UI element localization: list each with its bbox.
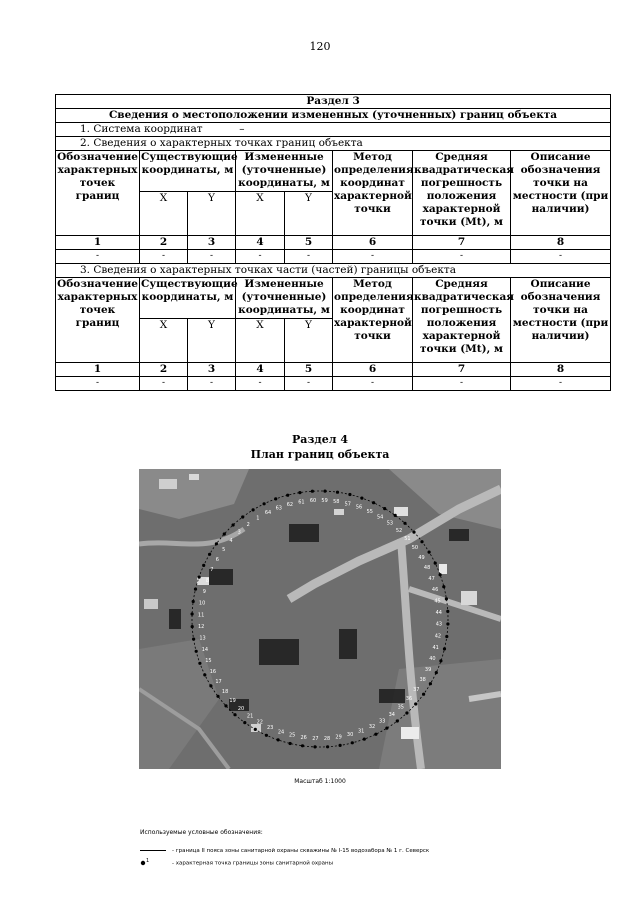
boundary-point-label: 45	[434, 598, 441, 605]
boundary-point	[385, 727, 388, 730]
boundary-point	[445, 597, 448, 600]
header-existing-coords: Существующие координаты, м	[140, 278, 236, 319]
header-x: X	[236, 319, 285, 363]
boundary-point	[232, 523, 235, 526]
legend-line-text: - граница II пояса зоны санитарной охраны скважины № I-15 водозабора № 1 г. Северск	[172, 848, 430, 854]
header-description: Описание обозначения точки на местности (при наличии)	[511, 278, 611, 363]
header-error: Средняя квадратическая погрешность положения характерной точки (Mt), м	[413, 278, 511, 363]
boundary-point-label: 20	[237, 706, 245, 712]
empty-cell: -	[236, 377, 285, 391]
boundary-point	[434, 562, 437, 565]
empty-cell: -	[236, 250, 285, 264]
empty-cell: -	[333, 250, 413, 264]
boundary-point	[428, 551, 431, 554]
boundary-point	[412, 531, 415, 534]
boundary-point	[233, 713, 236, 716]
boundary-point-label: 9	[202, 589, 206, 596]
header-point-designation: Обозначение характерных точек границ	[56, 278, 140, 363]
boundary-point-label: 54	[377, 514, 384, 521]
boundary-point	[372, 501, 375, 504]
boundary-point	[208, 553, 211, 556]
boundary-point	[254, 728, 257, 731]
boundary-point	[414, 702, 417, 705]
boundary-point-label: 53	[386, 520, 394, 527]
col-number: 4	[236, 236, 285, 250]
boundary-point-label: 61	[298, 499, 305, 506]
header-changed-coords: Измененные (уточненные) координаты, м	[236, 278, 333, 319]
boundary-point-label: 51	[404, 536, 411, 543]
boundary-point	[336, 491, 339, 494]
section4-title: Раздел 4	[292, 433, 348, 446]
legend-point-text: - характерная точка границы зоны санитарной охраны	[172, 860, 333, 867]
legend-title: Используемые условные обозначения:	[140, 829, 263, 836]
boundary-point	[383, 507, 386, 510]
boundary-point-label: 47	[428, 575, 435, 582]
boundary-point	[274, 497, 277, 500]
boundary-point	[403, 522, 406, 525]
empty-cell: -	[188, 377, 236, 391]
map-scale: Масштаб 1:1000	[294, 778, 346, 785]
header-point-designation: Обозначение характерных точек границ	[56, 151, 140, 236]
boundary-point	[195, 650, 198, 653]
svg-text:1: 1	[146, 858, 150, 864]
boundary-point	[439, 659, 442, 662]
boundary-point-label: 46	[431, 586, 439, 593]
header-x: X	[140, 192, 188, 236]
boundary-point	[263, 502, 266, 505]
boundary-point-label: 2	[246, 522, 250, 529]
section3-subtitle: Сведения о местоположении измененных (уточненных) границ объекта	[56, 109, 611, 123]
boundary-point-label: 34	[388, 711, 395, 718]
boundary-point-label: 13	[199, 635, 206, 642]
boundary-point-label: 31	[358, 728, 365, 735]
boundary-point-label: 8	[206, 578, 210, 584]
header-method: Метод определения координат характерной точки	[333, 151, 413, 236]
boundary-point	[192, 600, 195, 603]
empty-cell: -	[285, 377, 333, 391]
boundary-point	[446, 622, 449, 625]
boundary-point-label: 56	[355, 504, 363, 511]
boundary-point-label: 18	[221, 688, 229, 695]
boundary-point-label: 29	[335, 734, 342, 741]
header-y: Y	[285, 319, 333, 363]
empty-cell: -	[511, 377, 611, 391]
boundary-point	[203, 673, 206, 676]
col-number: 4	[236, 363, 285, 377]
boundary-point	[420, 540, 423, 543]
boundary-point	[445, 635, 448, 638]
header-existing-coords: Существующие координаты, м	[140, 151, 236, 192]
boundary-point-label: 60	[309, 498, 317, 505]
boundary-point-label: 5	[222, 547, 226, 554]
boundary-point-label: 58	[333, 499, 340, 506]
header-y: Y	[188, 192, 236, 236]
boundary-point-label: 21	[246, 713, 254, 720]
boundary-point	[198, 662, 201, 665]
boundary-point-label: 26	[300, 734, 307, 741]
header-y: Y	[188, 319, 236, 363]
boundary-point-label: 3	[237, 529, 241, 536]
header-error: Средняя квадратическая погрешность положения характерной точки (Mt), м	[413, 151, 511, 236]
boundary-point	[289, 742, 292, 745]
boundary-point	[241, 515, 244, 518]
empty-cell: -	[285, 250, 333, 264]
boundary-point-label: 59	[321, 498, 328, 505]
empty-cell: -	[56, 250, 140, 264]
legend-line-symbol	[140, 850, 166, 851]
boundary-point	[243, 721, 246, 724]
boundary-point	[351, 741, 354, 744]
header-method: Метод определения координат характерной точки	[333, 278, 413, 363]
boundary-point	[429, 682, 432, 685]
boundary-point-label: 33	[379, 718, 386, 725]
header-y: Y	[285, 192, 333, 236]
boundary-point	[202, 564, 205, 567]
map-canvas	[139, 469, 501, 769]
empty-cell: -	[413, 377, 511, 391]
boundary-point	[360, 497, 363, 500]
coord-system-label: 1. Система координат	[80, 123, 203, 135]
empty-cell: -	[188, 250, 236, 264]
boundary-point-label: 32	[368, 724, 376, 731]
boundary-point	[374, 733, 377, 736]
boundary-point-label: 48	[423, 565, 431, 571]
col-number: 2	[140, 363, 188, 377]
empty-cell: -	[413, 250, 511, 264]
boundary-point-label: 10	[198, 600, 206, 607]
boundary-point	[422, 693, 425, 696]
col-number: 6	[333, 236, 413, 250]
col-number: 3	[188, 363, 236, 377]
boundary-point-label: 55	[366, 508, 373, 515]
boundary-point	[298, 491, 301, 494]
boundary-point	[435, 671, 438, 674]
boundary-point	[348, 493, 351, 496]
legend-point-symbol	[140, 857, 166, 869]
boundary-point-label: 39	[424, 666, 432, 673]
col-number: 1	[56, 236, 140, 250]
boundary-point-label: 28	[323, 735, 331, 742]
header-x: X	[140, 319, 188, 363]
boundary-point-label: 40	[429, 656, 436, 662]
boundary-point-label: 43	[435, 621, 443, 628]
boundary-point-label: 38	[419, 677, 426, 684]
empty-cell: -	[140, 377, 188, 391]
boundary-point	[194, 588, 197, 591]
boundary-point-label: 44	[435, 610, 442, 616]
boundary-point-label: 63	[275, 505, 282, 512]
boundary-point-label: 37	[413, 686, 420, 693]
col-number: 7	[413, 363, 511, 377]
boundary-point-label: 25	[289, 732, 296, 739]
section4-heading	[0, 432, 640, 462]
empty-cell: -	[140, 250, 188, 264]
col-number: 8	[511, 363, 611, 377]
boundary-point-label: 19	[229, 697, 236, 704]
legend-point-row	[140, 857, 333, 869]
boundary-point-label: 6	[215, 556, 219, 563]
empty-cell: -	[333, 377, 413, 391]
part3-title: 3. Сведения о характерных точках части (частей) границы объекта	[56, 264, 611, 278]
coord-system-value: –	[239, 123, 245, 135]
boundary-point	[301, 744, 304, 747]
page-number: 120	[309, 40, 331, 53]
boundary-point-label: 62	[286, 501, 294, 508]
section4-subtitle: План границ объекта	[250, 448, 390, 461]
boundary-point	[209, 684, 212, 687]
boundary-point-label: 27	[312, 735, 319, 742]
col-number: 3	[188, 236, 236, 250]
boundary-point	[265, 734, 268, 737]
boundary-point	[215, 542, 218, 545]
boundary-point-label: 1	[256, 515, 260, 522]
boundary-point	[394, 514, 397, 517]
part2-title: 2. Сведения о характерных точках границ объекта	[56, 137, 611, 151]
boundary-point-label: 49	[418, 554, 425, 561]
boundary-point	[192, 638, 195, 641]
boundary-point	[191, 625, 194, 628]
section3-table	[55, 94, 611, 391]
empty-cell: -	[56, 377, 140, 391]
boundary-point-label: 30	[346, 732, 354, 739]
boundary-point	[191, 612, 194, 615]
boundary-point-label: 12	[198, 624, 205, 630]
boundary-point	[442, 585, 445, 588]
boundary-point	[224, 704, 227, 707]
boundary-point-label: 42	[434, 633, 442, 640]
boundary-point	[223, 532, 226, 535]
boundary-plan-map	[139, 469, 501, 769]
boundary-point-label: 41	[432, 644, 439, 651]
boundary-point-label: 36	[405, 696, 413, 702]
section3-title: Раздел 3	[56, 95, 611, 109]
boundary-point-label: 7	[210, 567, 214, 574]
boundary-point	[443, 647, 446, 650]
boundary-point	[326, 745, 329, 748]
col-number: 1	[56, 363, 140, 377]
col-number: 8	[511, 236, 611, 250]
boundary-point	[216, 695, 219, 698]
boundary-point	[339, 744, 342, 747]
boundary-point-label: 24	[277, 729, 285, 736]
boundary-point-label: 16	[209, 669, 217, 675]
boundary-point	[363, 738, 366, 741]
boundary-point-label: 4	[229, 538, 233, 544]
boundary-point-label: 57	[344, 501, 351, 508]
col-number: 5	[285, 363, 333, 377]
header-x: X	[236, 192, 285, 236]
empty-cell: -	[511, 250, 611, 264]
boundary-point	[439, 573, 442, 576]
boundary-point-label: 22	[256, 719, 263, 726]
boundary-point-label: 14	[201, 647, 209, 654]
boundary-point	[252, 508, 255, 511]
boundary-point	[405, 711, 408, 714]
boundary-point	[396, 719, 399, 722]
legend-line-row	[140, 848, 429, 854]
header-description: Описание обозначения точки на местности (при наличии)	[511, 151, 611, 236]
coord-system-row	[56, 123, 611, 137]
header-changed-coords: Измененные (уточненные) координаты, м	[236, 151, 333, 192]
boundary-point	[286, 494, 289, 497]
boundary-point-label: 50	[411, 545, 419, 552]
boundary-point	[446, 610, 449, 613]
boundary-point-label: 35	[397, 704, 404, 711]
boundary-point	[313, 745, 316, 748]
boundary-point	[311, 490, 314, 493]
boundary-point-label: 17	[215, 679, 222, 686]
col-number: 7	[413, 236, 511, 250]
col-number: 5	[285, 236, 333, 250]
boundary-point-label: 11	[197, 612, 205, 619]
col-number: 2	[140, 236, 188, 250]
boundary-point-label: 52	[395, 528, 403, 534]
col-number: 6	[333, 363, 413, 377]
boundary-point	[323, 490, 326, 493]
boundary-point-label: 64	[264, 509, 272, 516]
boundary-point-label: 23	[267, 725, 274, 732]
boundary-point-label: 15	[205, 658, 212, 665]
boundary-point	[277, 738, 280, 741]
boundary-point	[198, 576, 201, 579]
